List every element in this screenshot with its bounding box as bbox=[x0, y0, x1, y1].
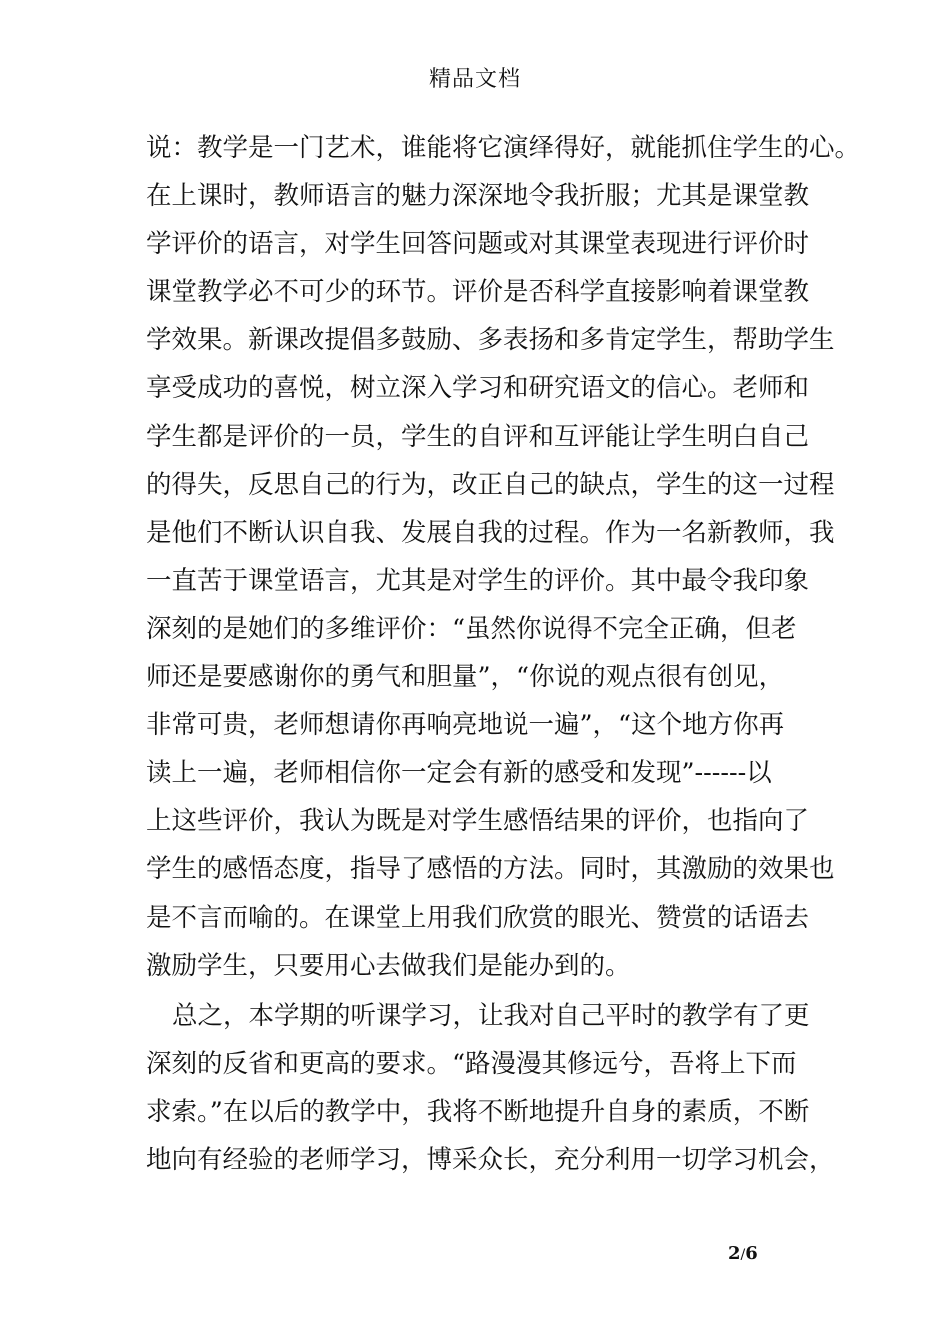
text-line: 求索。”在以后的教学中，我将不断地提升自身的素质，不断 bbox=[146, 1096, 810, 1127]
text-line: 深刻的是她们的多维评价：“虽然你说得不完全正确，但老 bbox=[146, 613, 797, 644]
text-line: 学生的感悟态度，指导了感悟的方法。同时，其激励的效果也 bbox=[146, 854, 835, 885]
text-line: 课堂教学必不可少的环节。评价是否科学直接影响着课堂教 bbox=[146, 277, 810, 308]
text-line: 是他们不断认识自我、发展自我的过程。作为一名新教师，我 bbox=[146, 517, 835, 548]
text-line: 地向有经验的老师学习，博采众长，充分利用一切学习机会， bbox=[146, 1144, 835, 1175]
document-body bbox=[146, 124, 861, 1184]
current-page: 2 bbox=[728, 1243, 741, 1264]
page-number bbox=[728, 1242, 758, 1267]
total-pages: 6 bbox=[745, 1243, 758, 1264]
text-line: 激励学生，只要用心去做我们是能办到的。 bbox=[146, 950, 631, 981]
text-line: 师还是要感谢你的勇气和胆量”，“你说的观点很有创见， bbox=[146, 662, 785, 693]
text-line: 学效果。新课改提倡多鼓励、多表扬和多肯定学生，帮助学生 bbox=[146, 325, 835, 356]
text-line: 非常可贵，老师想请你再响亮地说一遍”，“这个地方你再 bbox=[146, 710, 785, 741]
text-line: 说：教学是一门艺术，谁能将它演绎得好，就能抓住学生的心。 bbox=[146, 133, 861, 163]
text-line: 学生都是评价的一员，学生的自评和互评能让学生明白自己 bbox=[146, 421, 810, 452]
text-line: 学评价的语言，对学生回答问题或对其课堂表现进行评价时 bbox=[146, 229, 810, 260]
text-line: 一直苦于课堂语言，尤其是对学生的评价。其中最令我印象 bbox=[146, 565, 810, 596]
text-line: 总之，本学期的听课学习，让我对自己平时的教学有了更 bbox=[172, 1000, 810, 1031]
text-line: 是不言而喻的。在课堂上用我们欣赏的眼光、赞赏的话语去 bbox=[146, 902, 810, 933]
text-line: 在上课时，教师语言的魅力深深地令我折服；尤其是课堂教 bbox=[146, 181, 810, 212]
page-header: 精品文档 bbox=[428, 67, 521, 92]
page-separator: / bbox=[740, 1247, 746, 1263]
text-line: 深刻的反省和更高的要求。“路漫漫其修远兮，吾将上下而 bbox=[146, 1048, 797, 1079]
text-line: 读上一遍，老师相信你一定会有新的感受和发现”------以 bbox=[146, 758, 772, 789]
text-line: 的得失，反思自己的行为，改正自己的缺点，学生的这一过程 bbox=[146, 469, 835, 500]
text-line: 上这些评价，我认为既是对学生感悟结果的评价，也指向了 bbox=[146, 806, 810, 837]
text-line: 享受成功的喜悦，树立深入学习和研究语文的信心。老师和 bbox=[146, 373, 810, 404]
